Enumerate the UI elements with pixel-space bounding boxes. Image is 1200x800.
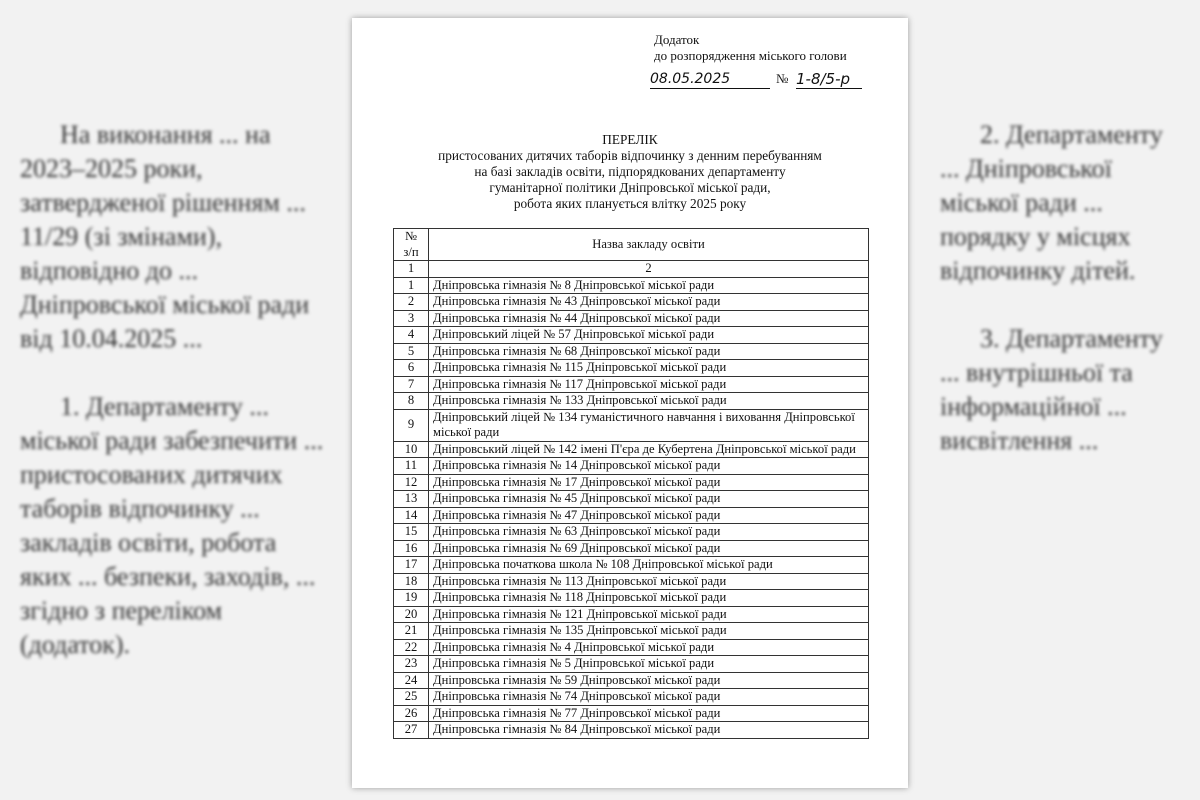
school-name: Дніпровська гімназія № 17 Дніпровської міської ради (429, 474, 869, 491)
school-name: Дніпровська гімназія № 133 Дніпровської міської ради (429, 393, 869, 410)
table-row (394, 623, 869, 640)
handwritten-date-number (650, 70, 870, 100)
header-number (394, 229, 429, 261)
school-name: Дніпровська гімназія № 43 Дніпровської міської ради (429, 294, 869, 311)
row-number: 16 (394, 540, 429, 557)
row-number: 17 (394, 557, 429, 574)
table-row (394, 524, 869, 541)
title-line: на базі закладів освіти, підпорядкованих департаменту (474, 164, 786, 179)
row-number: 2 (394, 294, 429, 311)
row-number: 27 (394, 722, 429, 739)
background-paragraph: 1. Департаменту ... міської ради забезпечити ... пристосованих дитячих таборів відпочинку ... закладів освіти, робота яких ... безпеки, заходів, ... згідно з переліком (додаток). (20, 392, 324, 659)
school-name: Дніпровська гімназія № 63 Дніпровської міської ради (429, 524, 869, 541)
row-number: 5 (394, 343, 429, 360)
background-paragraph: На виконання ... на 2023–2025 роки, затвердженої рішенням ... 11/29 (зі змінами), відповідно до ... Дніпровської міської ради від 10.04.2025 ... (20, 120, 310, 353)
school-name: Дніпровська початкова школа № 108 Дніпровської міської ради (429, 557, 869, 574)
table-row (394, 409, 869, 441)
table-row (394, 277, 869, 294)
table-row (394, 639, 869, 656)
table-row (394, 343, 869, 360)
school-name: Дніпровська гімназія № 121 Дніпровської міської ради (429, 606, 869, 623)
number-label: № (776, 71, 789, 86)
table-row (394, 310, 869, 327)
school-name: Дніпровський ліцей № 142 імені П'єра де Кубертена Дніпровської міської ради (429, 441, 869, 458)
row-number: 1 (394, 277, 429, 294)
row-number: 15 (394, 524, 429, 541)
row-number: 3 (394, 310, 429, 327)
school-name: Дніпровська гімназія № 115 Дніпровської міської ради (429, 360, 869, 377)
background-paragraph: 3. Департаменту ... внутрішньої та інформаційної ... висвітлення ... (940, 324, 1163, 455)
order-date: 08.05.2025 (650, 70, 770, 89)
row-number: 19 (394, 590, 429, 607)
table-row (394, 606, 869, 623)
row-number: 9 (394, 409, 429, 441)
table-row (394, 393, 869, 410)
row-number: 6 (394, 360, 429, 377)
school-name: Дніпровська гімназія № 4 Дніпровської міської ради (429, 639, 869, 656)
table-row (394, 590, 869, 607)
title-heading: ПЕРЕЛІК (602, 132, 658, 147)
school-name: Дніпровська гімназія № 5 Дніпровської міської ради (429, 656, 869, 673)
addendum-order-ref: до розпорядження міського голови (654, 48, 847, 63)
school-name: Дніпровська гімназія № 47 Дніпровської міської ради (429, 507, 869, 524)
title-line: робота яких планується влітку 2025 року (513, 196, 747, 211)
table-row (394, 557, 869, 574)
header-number-line1: № (404, 229, 418, 243)
header-number-line2: з/п (403, 244, 419, 259)
row-number: 11 (394, 458, 429, 475)
row-number: 4 (394, 327, 429, 344)
school-name: Дніпровська гімназія № 117 Дніпровської міської ради (429, 376, 869, 393)
header-name: Назва закладу освіти (429, 229, 869, 261)
table-row (394, 441, 869, 458)
order-number: 1-8/5-р (796, 70, 862, 89)
school-name: Дніпровська гімназія № 74 Дніпровської міської ради (429, 689, 869, 706)
table-row (394, 689, 869, 706)
title-line: гуманітарної політики Дніпровської міської ради, (489, 180, 771, 195)
row-number: 21 (394, 623, 429, 640)
school-name: Дніпровська гімназія № 59 Дніпровської міської ради (429, 672, 869, 689)
school-name: Дніпровська гімназія № 45 Дніпровської міської ради (429, 491, 869, 508)
row-number: 12 (394, 474, 429, 491)
table-row (394, 474, 869, 491)
school-name: Дніпровський ліцей № 57 Дніпровської міської ради (429, 327, 869, 344)
table-row (394, 540, 869, 557)
school-name: Дніпровська гімназія № 8 Дніпровської міської ради (429, 277, 869, 294)
table-row (394, 360, 869, 377)
blurred-background-document-left (0, 0, 340, 800)
row-number: 25 (394, 689, 429, 706)
school-name: Дніпровський ліцей № 134 гуманістичного навчання і виховання Дніпровської міської ради (429, 409, 869, 441)
row-number: 20 (394, 606, 429, 623)
school-name: Дніпровська гімназія № 135 Дніпровської міської ради (429, 623, 869, 640)
table-row (394, 573, 869, 590)
addendum-label: Додаток (654, 32, 700, 47)
school-name: Дніпровська гімназія № 84 Дніпровської міської ради (429, 722, 869, 739)
school-name: Дніпровська гімназія № 44 Дніпровської міської ради (429, 310, 869, 327)
table-row (394, 327, 869, 344)
row-number: 14 (394, 507, 429, 524)
row-number: 8 (394, 393, 429, 410)
table-row (394, 656, 869, 673)
row-number: 10 (394, 441, 429, 458)
school-name: Дніпровська гімназія № 68 Дніпровської міської ради (429, 343, 869, 360)
blurred-background-document-right (920, 0, 1200, 800)
row-number: 13 (394, 491, 429, 508)
addendum-header (654, 32, 847, 64)
background-paragraph: 2. Департаменту ... Дніпровської міської ради ... порядку у місцях відпочинку дітей. (940, 120, 1163, 285)
school-name: Дніпровська гімназія № 113 Дніпровської міської ради (429, 573, 869, 590)
row-number: 26 (394, 705, 429, 722)
table-row (394, 705, 869, 722)
school-name: Дніпровська гімназія № 69 Дніпровської міської ради (429, 540, 869, 557)
table-row (394, 294, 869, 311)
schools-table (393, 228, 869, 739)
table-row (394, 458, 869, 475)
row-number: 22 (394, 639, 429, 656)
column-index-1: 1 (394, 261, 429, 278)
school-name: Дніпровська гімназія № 77 Дніпровської міської ради (429, 705, 869, 722)
school-name: Дніпровська гімназія № 14 Дніпровської міської ради (429, 458, 869, 475)
table-row (394, 722, 869, 739)
school-name: Дніпровська гімназія № 118 Дніпровської міської ради (429, 590, 869, 607)
table-row (394, 507, 869, 524)
row-number: 18 (394, 573, 429, 590)
document-page (352, 18, 908, 788)
row-number: 7 (394, 376, 429, 393)
column-index-2: 2 (429, 261, 869, 278)
row-number: 24 (394, 672, 429, 689)
title-line: пристосованих дитячих таборів відпочинку з денним перебуванням (438, 148, 822, 163)
table-row (394, 376, 869, 393)
row-number: 23 (394, 656, 429, 673)
table-row (394, 672, 869, 689)
document-title (352, 132, 908, 212)
table-row (394, 491, 869, 508)
